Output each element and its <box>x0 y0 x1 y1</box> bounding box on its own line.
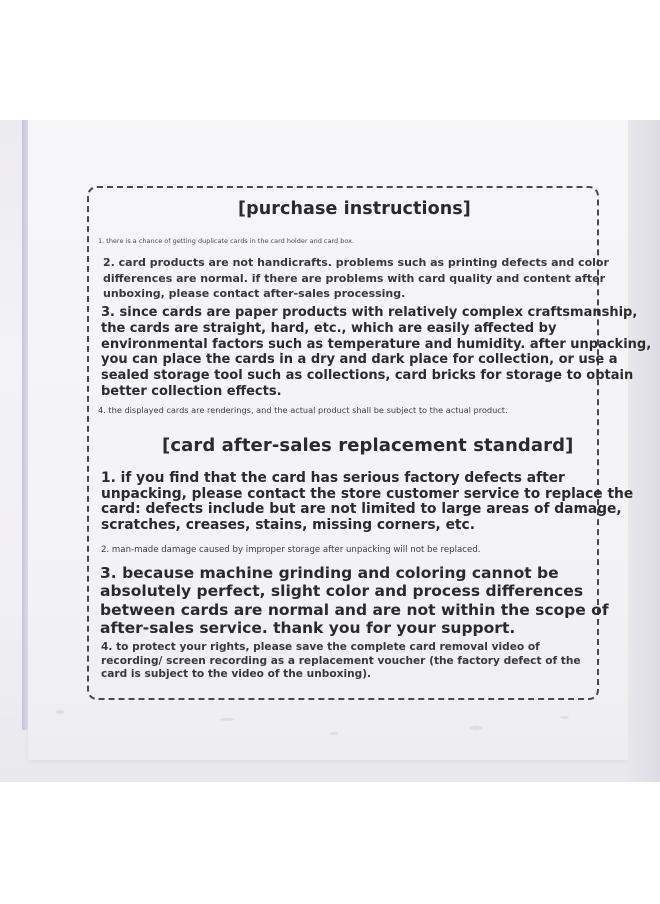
text-line: 4. to protect your rights, please save the complete card removal video of <box>101 641 540 653</box>
purchase-item-3 <box>101 305 651 400</box>
after-sales-title: [card after-sales replacement standard] <box>162 435 574 456</box>
after-sales-item-1 <box>101 471 633 533</box>
purchase-title: [purchase instructions] <box>238 199 471 219</box>
text-line: 3. because machine grinding and coloring cannot be <box>100 564 559 582</box>
text-line: after-sales service. thank you for your support. <box>100 619 516 638</box>
photo-right-shadow <box>628 120 660 782</box>
purchase-item-2 <box>103 255 609 302</box>
text-line: 3. since cards are paper products with relatively complex craftsmanship, <box>101 305 638 320</box>
text-line: between cards are normal and are not within the scope of <box>100 600 609 619</box>
text-line: environmental factors such as temperature and humidity. after unpacking, <box>101 336 652 352</box>
after-sales-item-4 <box>101 641 581 682</box>
text-line: sealed storage tool such as collections, card bricks for storage to obtain <box>101 368 634 384</box>
text-line: better collection effects. <box>101 383 282 399</box>
smudge <box>330 732 338 735</box>
text-line: you can place the cards in a dry and dark place for collection, or use a <box>101 352 618 368</box>
after-sales-item-2: 2. man-made damage caused by improper storage after unpacking will not be replaced. <box>101 545 481 555</box>
text-line: recording/ screen recording as a replacement voucher (the factory defect of the <box>101 654 581 667</box>
smudge <box>560 716 569 719</box>
text-line: 2. card products are not handicrafts. problems such as printing defects and color <box>103 256 609 269</box>
text-line: the cards are straight, hard, etc., which are easily affected by <box>101 320 557 336</box>
after-sales-item-3 <box>100 564 609 638</box>
purchase-item-1: 1. there is a chance of getting duplicate cards in the card holder and card box. <box>98 237 355 245</box>
smudge <box>470 726 482 730</box>
text-line: unboxing, please contact after-sales processing. <box>103 287 406 300</box>
smudge <box>55 710 65 714</box>
text-line: scratches, creases, stains, missing corners, etc. <box>101 516 475 533</box>
text-line: card: defects include but are not limited to large areas of damage, <box>101 501 622 518</box>
smudge <box>220 718 234 721</box>
text-line: unpacking, please contact the store customer service to replace the <box>101 485 634 502</box>
text-line: card is subject to the video of the unboxing). <box>101 668 372 681</box>
text-line: differences are normal. if there are problems with card quality and content after <box>103 271 605 285</box>
text-line: 1. if you find that the card has serious factory defects after <box>101 470 565 486</box>
purchase-item-4: 4. the displayed cards are renderings, and the actual product shall be subject to the actual product. <box>98 405 508 415</box>
text-line: absolutely perfect, slight color and process differences <box>100 582 584 601</box>
